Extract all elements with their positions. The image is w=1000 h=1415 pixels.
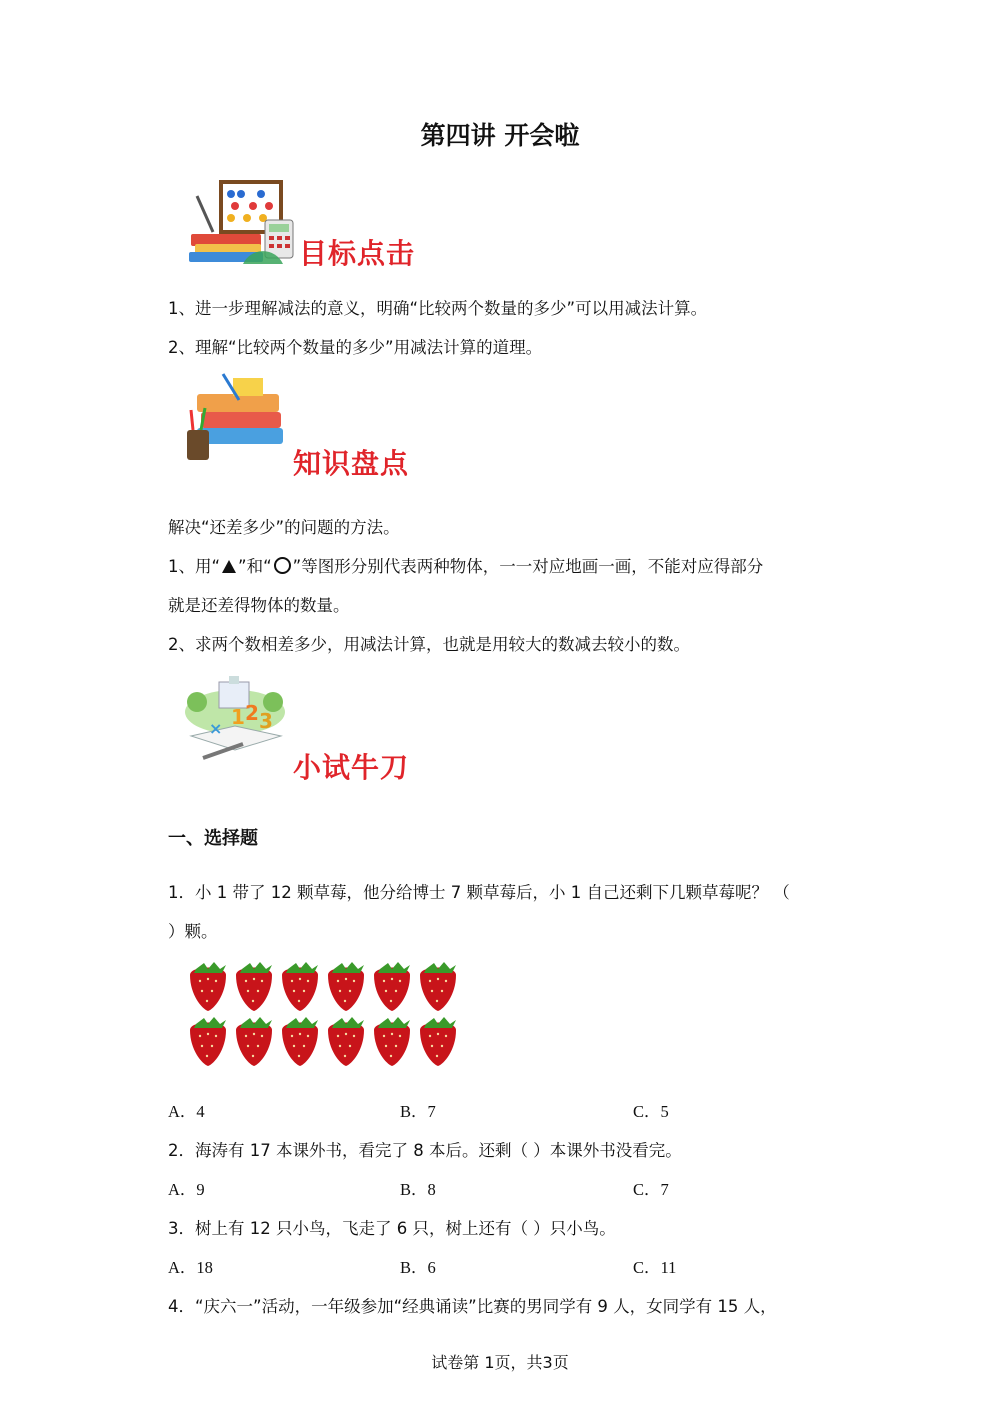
abacus-books-icon [183,176,298,270]
practice-heading [183,672,423,784]
strawberries-image [184,958,469,1073]
triangle-icon [222,560,236,573]
question-4: 4．“庆六一”活动，一年级参加“经典诵读”比赛的男同学有 9 人，女同学有 15 人， [168,1297,777,1316]
svg-text:×: × [209,719,223,738]
question-2: 2．海涛有 17 本课外书，看完了 8 本后。还剩（ ）本课外书没看完。 [168,1141,682,1160]
svg-text:3: 3 [259,709,273,733]
q1-option-c[interactable]: C．5 [633,1102,669,1121]
q2-option-a[interactable]: A．9 [168,1180,205,1199]
knowledge-item-1-cont: 就是还差得物体的数量。 [168,596,350,615]
svg-text:1: 1 [231,705,245,729]
page-title: 第四讲 开会啦 [420,121,580,150]
knowledge-intro: 解决“还差多少”的问题的方法。 [168,518,400,537]
goals-heading [183,176,423,270]
q3-option-a[interactable]: A．18 [168,1258,213,1277]
question-3: 3．树上有 12 只小鸟，飞走了 6 只，树上还有（ ）只小鸟。 [168,1219,616,1238]
section-choice: 一、选择题 [168,828,258,849]
q1-option-b[interactable]: B．7 [400,1102,436,1121]
knowledge-1-suffix: ”等图形分别代表两种物体，一一对应地画一画，不能对应得部分 [292,557,764,576]
knowledge-item-1 [168,553,763,577]
circle-icon [274,557,291,574]
goal-1: 1、进一步理解减法的意义，明确“比较两个数量的多少”可以用减法计算。 [168,299,708,318]
question-1-line1: 1．小 1 带了 12 颗草莓，他分给博士 7 颗草莓后，小 1 自己还剩下几颗草莓呢？ （ [168,883,790,902]
goals-heading-label: 目标点击 [299,237,416,270]
goal-2: 2、理解“比较两个数量的多少”用减法计算的道理。 [168,338,543,357]
q1-option-a[interactable]: A．4 [168,1102,205,1121]
books-pencil-icon [183,370,288,465]
q3-option-b[interactable]: B．6 [400,1258,436,1277]
knowledge-heading-label: 知识盘点 [293,447,410,480]
q2-option-c[interactable]: C．7 [633,1180,669,1199]
knowledge-heading [183,370,423,480]
svg-text:2: 2 [245,701,259,725]
q2-option-b[interactable]: B．8 [400,1180,436,1199]
page-footer: 试卷第 1页，共3页 [431,1353,569,1372]
strawberry-row-top [190,962,456,1011]
knowledge-1-mid: ”和“ [238,557,272,576]
knowledge-item-2: 2、求两个数相差多少，用减法计算，也就是用较大的数减去较小的数。 [168,635,690,654]
school-math-book-icon [183,672,288,772]
q3-option-c[interactable]: C．11 [633,1258,677,1277]
question-1-line2: ）颗。 [168,922,218,941]
knowledge-1-prefix: 1、用“ [168,557,221,576]
practice-heading-label: 小试牛刀 [293,751,410,784]
strawberry-row-bottom [190,1017,456,1066]
